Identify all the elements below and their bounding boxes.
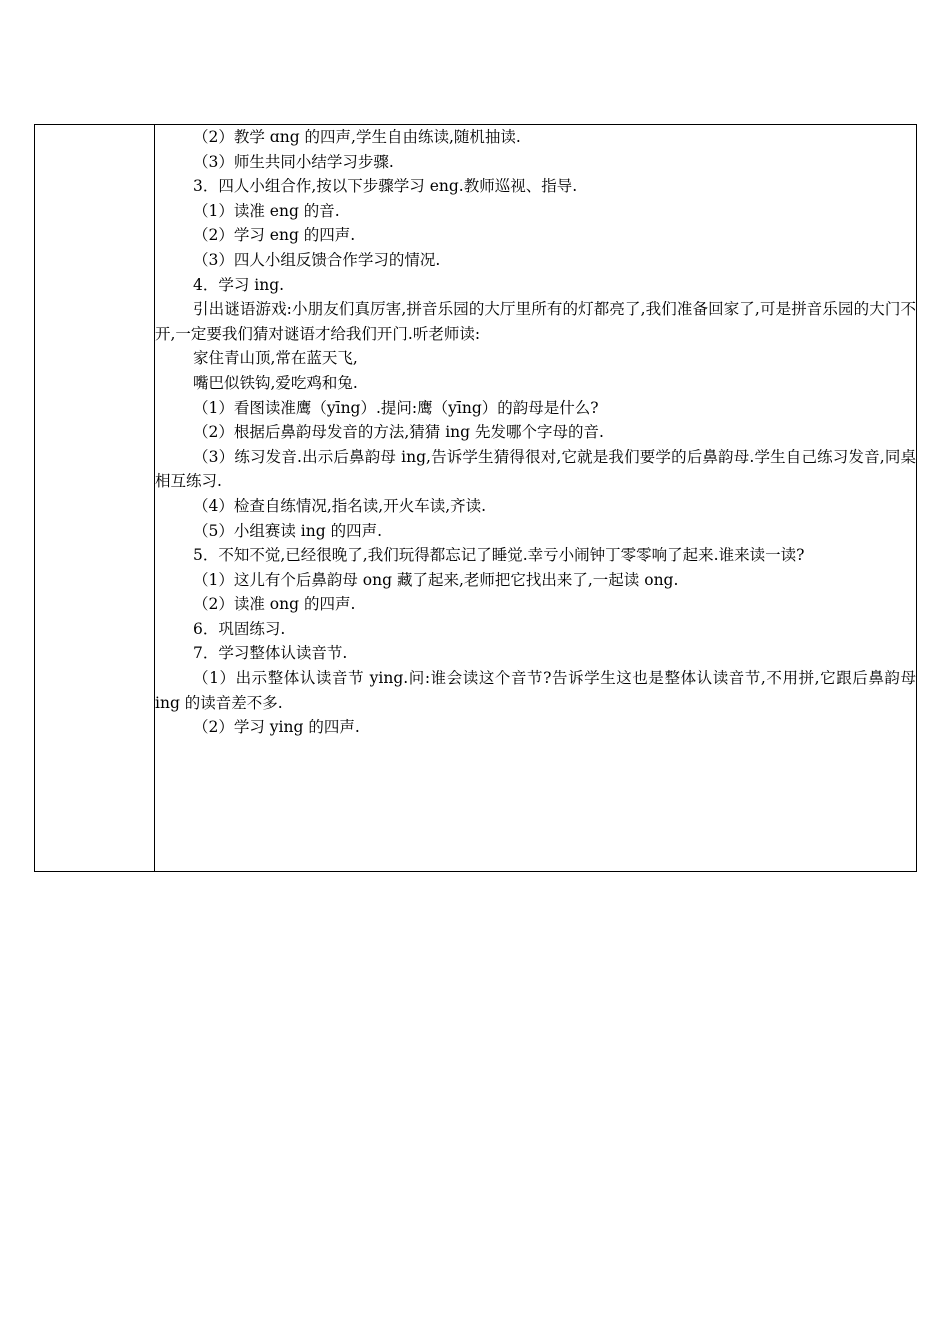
text-line: （4）检查自练情况,指名读,开火车读,齐读. (193, 496, 487, 515)
text-line: （1）看图读准鹰（yīng）.提问:鹰（yīng）的韵母是什么? (193, 398, 599, 417)
text-paragraph: 5．不知不觉,已经很晚了,我们玩得都忘记了睡觉.幸亏小闹钟丁零零响了起来.谁来读一读? (193, 546, 805, 565)
lesson-table (34, 124, 917, 872)
text-line: 7．学习整体认读音节. (193, 644, 348, 663)
left-column-cell (35, 125, 155, 872)
text-line: （3）师生共同小结学习步骤. (193, 152, 394, 171)
content-cell (155, 125, 917, 872)
text-line: （2）学习 ying 的四声. (193, 718, 360, 737)
text-line: （2）根据后鼻韵母发音的方法,猜猜 ing 先发哪个字母的音. (193, 423, 604, 442)
table-row (35, 125, 917, 872)
text-paragraph: （1）出示整体认读音节 ying.问:谁会读这个音节?告诉学生这也是整体认读音节,不用拼,它跟后鼻韵母 ing 的读音差不多. (155, 669, 916, 712)
text-line: （2）教学 ɑng 的四声,学生自由练读,随机抽读. (193, 128, 521, 146)
text-line: （5）小组赛读 ing 的四声. (193, 521, 383, 540)
text-line: （1）这儿有个后鼻韵母 ong 藏了起来,老师把它找出来了,一起读 ong. (193, 570, 679, 589)
text-line: （2）读准 ong 的四声. (193, 595, 356, 614)
text-line: （1）读准 eng 的音. (193, 201, 340, 220)
text-paragraph: （3）练习发音.出示后鼻韵母 ing,告诉学生猜得很对,它就是我们要学的后鼻韵母.学生自己练习发音,同桌相互练习. (155, 447, 916, 491)
text-paragraph: 引出谜语游戏:小朋友们真厉害,拼音乐园的大厅里所有的灯都亮了,我们准备回家了,可是拼音乐园的大门不开,一定要我们猜对谜语才给我们开门.听老师读: (155, 300, 916, 343)
text-line: 4．学习 ing. (193, 275, 285, 294)
text-line: 嘴巴似铁钩,爱吃鸡和兔. (193, 373, 358, 392)
text-line: 6．巩固练习. (193, 619, 286, 638)
text-line: 3．四人小组合作,按以下步骤学习 eng.教师巡视、指导. (193, 177, 578, 196)
text-line: （2）学习 eng 的四声. (193, 226, 356, 245)
text-line: （3）四人小组反馈合作学习的情况. (193, 250, 441, 269)
text-line: 家住青山顶,常在蓝天飞, (193, 349, 358, 368)
